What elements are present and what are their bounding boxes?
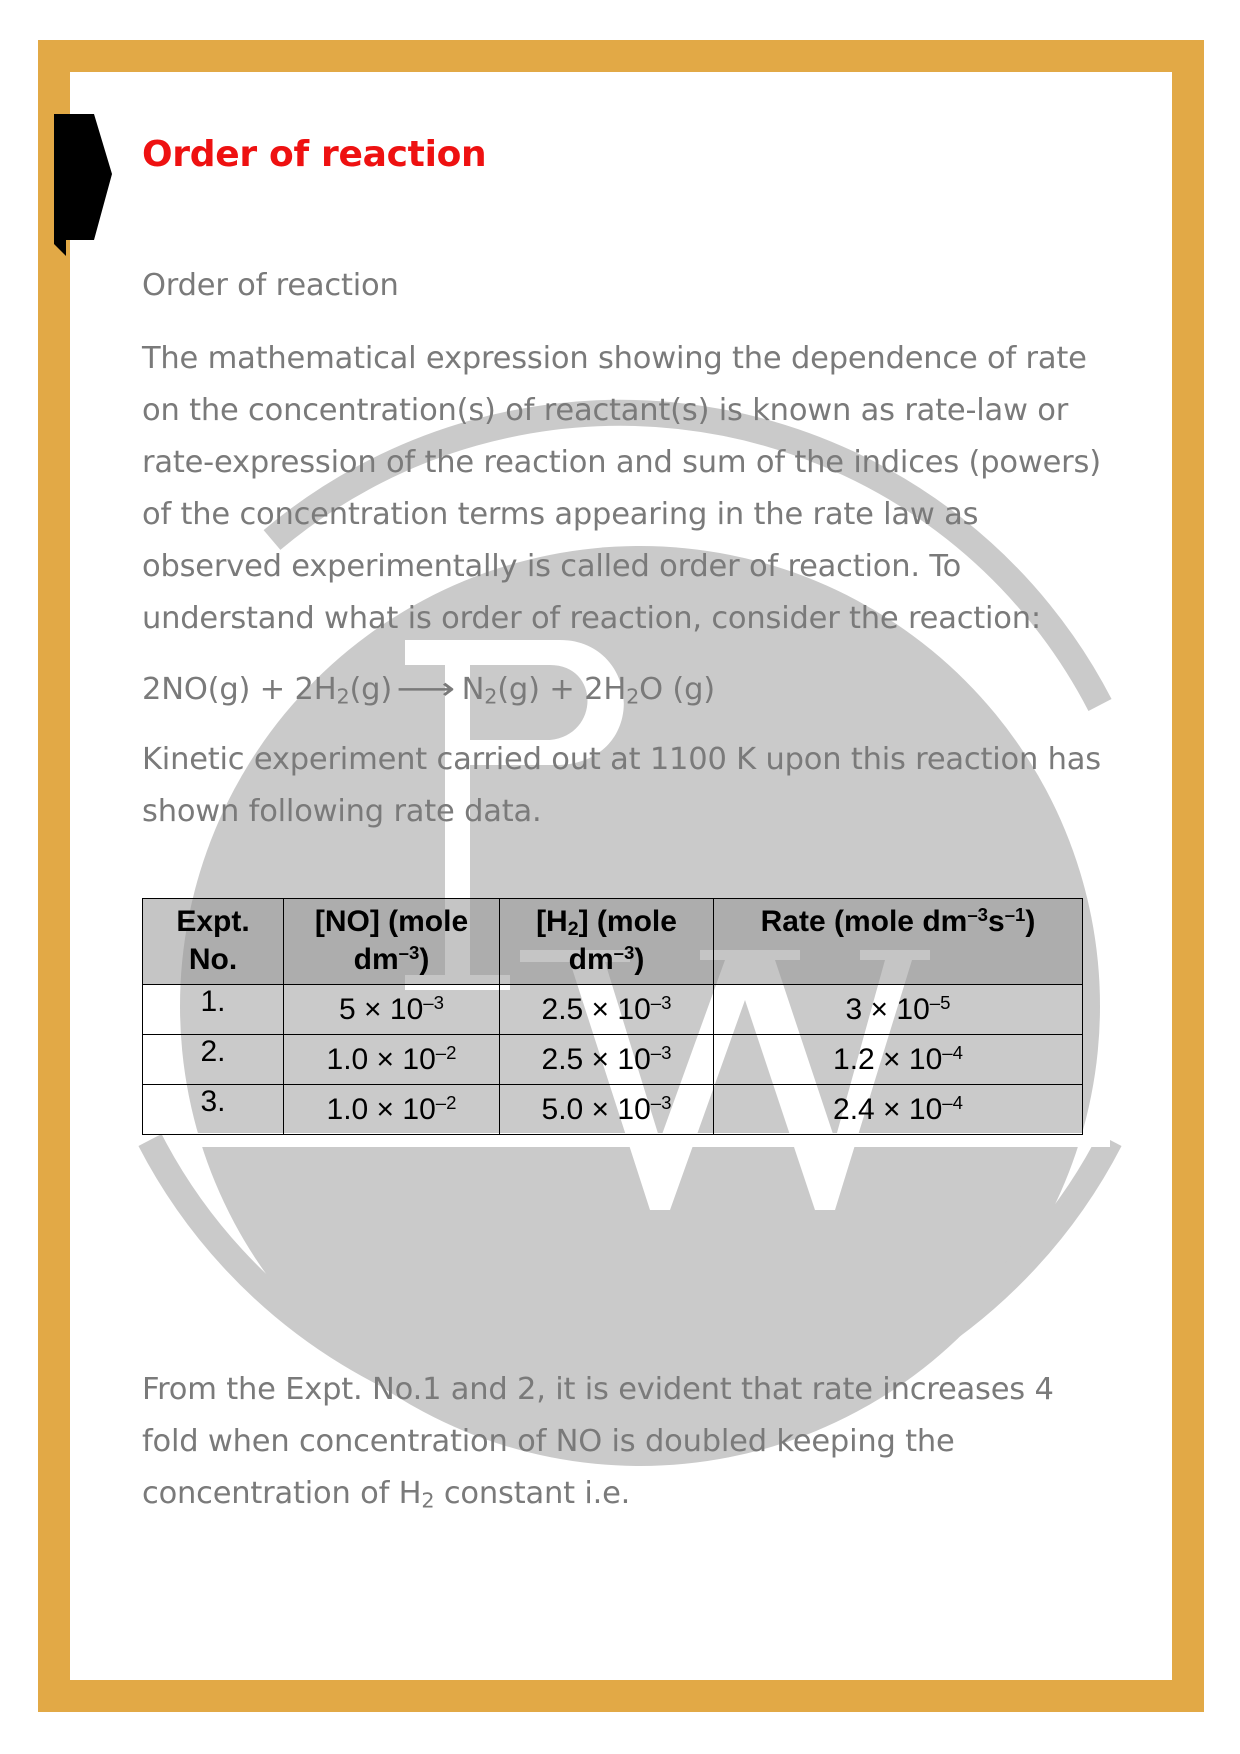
page-title: Order of reaction — [142, 134, 487, 175]
subheading: Order of reaction — [142, 268, 399, 303]
cell-h2: $5.0 \times 10^{-3}$ — [500, 1085, 714, 1135]
definition-paragraph: The mathematical expression showing the dependence of rate on the concentration(s) of reactant(s) is known as rate-law or rate-expression of the reaction and sum of the indices (powers) of the concentration terms appearing in the rate law as observed experimentally is called order of reaction. To understand what is order of reaction, consider the reaction: — [142, 341, 1101, 636]
cell-rate: $3 \times 10^{-5}$ — [714, 985, 1083, 1035]
cell-h2: $2.5 \times 10^{-3}$ — [500, 1035, 714, 1085]
table-header-row — [143, 899, 1083, 985]
header-rate: Rate (mole $dm^{-3}s^{-1}$) — [714, 899, 1083, 985]
cell-h2: $2.5 \times 10^{-3}$ — [500, 985, 714, 1035]
cell-no: $1.0 \times 10^{-2}$ — [284, 1035, 500, 1085]
cell-expt: 1. — [143, 985, 284, 1035]
cell-rate: $1.2 \times 10^{-4}$ — [714, 1035, 1083, 1085]
kinetic-paragraph: Kinetic experiment carried out at 1100 K upon this reaction has shown following rate data. — [142, 742, 1101, 829]
cell-rate: $2.4 \times 10^{-4}$ — [714, 1085, 1083, 1135]
cell-expt: 2. — [143, 1035, 284, 1085]
table-row — [143, 1035, 1083, 1085]
table-row — [143, 1085, 1083, 1135]
cell-expt: 3. — [143, 1085, 284, 1135]
rate-data-table — [142, 898, 1083, 1135]
header-h2-concentration: $[H_2]$ (mole $dm^{-3}$) — [500, 899, 714, 985]
header-no-concentration: [NO] (mole $dm^{-3}$) — [284, 899, 500, 985]
header-expt: Expt. No. — [143, 899, 284, 985]
reaction-equation: $2NO(g) + 2H_2(g)$ ⟶ $N_2(g) + 2H_2O$ (g) — [142, 664, 1102, 716]
section-marker-icon — [54, 114, 114, 256]
cell-no: $5 \times 10^{-3}$ — [284, 985, 500, 1035]
reaction-arrow-icon: ⟶ — [396, 672, 456, 707]
conclusion-paragraph: From the Expt. No.1 and 2, it is evident that rate increases 4 fold when concentration of NO is doubled keeping the concentration of $H_2$ constant i.e. — [142, 1372, 1054, 1513]
table-row — [143, 985, 1083, 1035]
cell-no: $1.0 \times 10^{-2}$ — [284, 1085, 500, 1135]
